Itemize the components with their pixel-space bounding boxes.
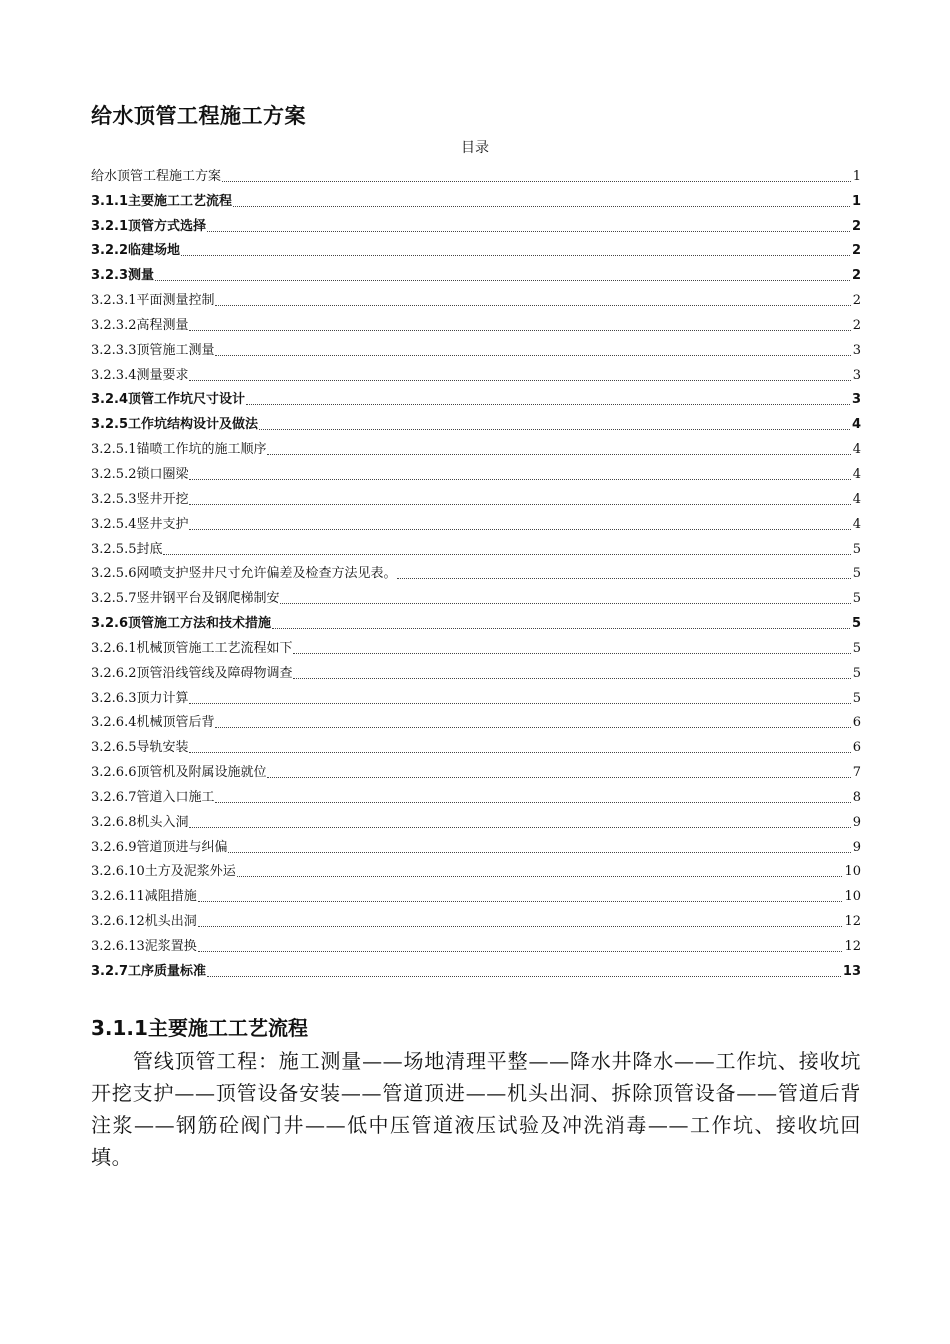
toc-entry[interactable] [91, 359, 861, 384]
toc-entry[interactable] [91, 408, 861, 433]
toc-entry[interactable] [91, 458, 861, 483]
toc-entry[interactable] [91, 210, 861, 235]
toc-leader-dots [189, 379, 850, 381]
toc-entry-page-number: 5 [852, 640, 861, 656]
toc-leader-dots [267, 453, 850, 455]
toc-entry-label: 3.2.3.2高程测量 [91, 317, 189, 333]
toc-leader-dots [189, 503, 850, 505]
toc-entry-label: 3.2.6.5导轨安装 [91, 740, 189, 756]
toc-entry[interactable] [91, 334, 861, 359]
toc-entry-label: 3.2.6.2顶管沿线管线及障碍物调查 [91, 665, 293, 681]
toc-entry-label: 3.1.1主要施工工艺流程 [91, 193, 233, 209]
toc-leader-dots [189, 329, 850, 331]
toc-entry-page-number: 5 [852, 541, 861, 557]
section-heading: 3.1.1主要施工工艺流程 [91, 1016, 308, 1040]
toc-entry-page-number: 1 [852, 168, 861, 184]
toc-entry-page-number: 2 [852, 293, 861, 309]
toc-entry-page-number: 5 [852, 566, 861, 582]
toc-entry[interactable] [91, 508, 861, 533]
toc-entry[interactable] [91, 607, 861, 632]
toc-entry-page-number: 3 [851, 392, 861, 408]
toc-leader-dots [293, 652, 850, 654]
toc-entry-label: 3.2.6.3顶力计算 [91, 690, 189, 706]
toc-entry[interactable] [91, 483, 861, 508]
toc-entry[interactable] [91, 756, 861, 781]
toc-entry-page-number: 4 [851, 417, 861, 433]
toc-entry[interactable] [91, 433, 861, 458]
toc-entry-page-number: 4 [852, 491, 861, 507]
toc-entry-page-number: 5 [851, 616, 861, 632]
toc-entry-label: 3.2.5.4竖井支护 [91, 516, 189, 532]
toc-leader-dots [222, 180, 851, 182]
toc-entry-label: 3.2.3.3顶管施工测量 [91, 342, 215, 358]
toc-entry-label: 3.2.6.1机械顶管施工工艺流程如下 [91, 640, 293, 656]
toc-entry[interactable] [91, 533, 861, 558]
toc-entry-label: 3.2.5工作坑结构设计及做法 [91, 417, 259, 433]
toc-entry-page-number: 3 [852, 367, 861, 383]
toc-leader-dots [233, 205, 850, 207]
toc-entry[interactable] [91, 284, 861, 309]
toc-entry-label: 3.2.5.6网喷支护竖井尺寸允许偏差及检查方法见表。 [91, 566, 397, 582]
toc-leader-dots [215, 354, 850, 356]
document-title: 给水顶管工程施工方案 [91, 104, 306, 128]
table-of-contents [91, 160, 861, 980]
toc-leader-dots [215, 801, 850, 803]
toc-entry-page-number: 6 [852, 715, 861, 731]
toc-entry[interactable] [91, 657, 861, 682]
toc-entry-label: 3.2.6.12机头出洞 [91, 914, 197, 930]
toc-entry[interactable] [91, 632, 861, 657]
toc-entry-label: 3.2.5.1锚喷工作坑的施工顺序 [91, 442, 267, 458]
toc-entry[interactable] [91, 558, 861, 583]
toc-entry-page-number: 1 [851, 193, 861, 209]
toc-entry[interactable] [91, 309, 861, 334]
toc-entry-page-number: 5 [852, 665, 861, 681]
toc-entry-label: 3.2.6.10土方及泥浆外运 [91, 864, 236, 880]
toc-entry-page-number: 7 [852, 765, 861, 781]
toc-leader-dots [207, 230, 850, 232]
toc-entry[interactable] [91, 905, 861, 930]
toc-heading: 目录 [461, 140, 489, 156]
toc-entry-label: 3.2.6.13泥浆置换 [91, 939, 197, 954]
toc-entry[interactable] [91, 880, 861, 905]
toc-entry-page-number: 4 [852, 442, 861, 458]
toc-entry[interactable] [91, 384, 861, 409]
toc-entry-label: 3.2.7工序质量标准 [91, 963, 207, 979]
toc-leader-dots [228, 851, 850, 853]
toc-entry[interactable] [91, 185, 861, 210]
toc-entry-page-number: 12 [844, 914, 861, 930]
toc-entry-label: 3.2.3.1平面测量控制 [91, 293, 215, 309]
toc-leader-dots [272, 627, 850, 629]
toc-entry-label: 3.2.3测量 [91, 268, 155, 284]
toc-entry-page-number: 2 [852, 317, 861, 333]
toc-leader-dots [198, 950, 843, 952]
toc-entry-label: 3.2.2临建场地 [91, 243, 181, 259]
toc-entry-page-number: 2 [851, 218, 861, 234]
toc-leader-dots [237, 875, 843, 877]
toc-leader-dots [189, 478, 850, 480]
toc-entry[interactable] [91, 160, 861, 185]
toc-entry[interactable] [91, 582, 861, 607]
toc-entry-page-number: 2 [851, 243, 861, 259]
toc-entry-page-number: 2 [851, 268, 861, 284]
toc-entry[interactable] [91, 831, 861, 856]
toc-leader-dots [259, 428, 850, 430]
toc-entry-label: 3.2.6.9管道顶进与纠偏 [91, 839, 228, 855]
toc-entry-page-number: 4 [852, 516, 861, 532]
toc-entry-label: 3.2.5.2锁口圈梁 [91, 466, 189, 482]
toc-leader-dots [267, 776, 850, 778]
toc-entry-page-number: 5 [852, 690, 861, 706]
toc-entry-page-number: 13 [842, 963, 861, 979]
toc-leader-dots [189, 528, 850, 530]
toc-entry-page-number: 8 [852, 789, 861, 805]
toc-leader-dots [198, 900, 843, 902]
toc-entry[interactable] [91, 259, 861, 284]
toc-entry-page-number: 3 [852, 342, 861, 358]
toc-entry-page-number: 9 [852, 814, 861, 830]
toc-entry-label: 3.2.5.3竖井开挖 [91, 491, 189, 507]
toc-leader-dots [181, 254, 850, 256]
toc-entry[interactable] [91, 731, 861, 756]
toc-entry[interactable] [91, 682, 861, 707]
toc-entry-page-number: 10 [844, 889, 861, 905]
toc-leader-dots [155, 279, 850, 281]
toc-leader-dots [215, 726, 850, 728]
toc-entry[interactable] [91, 781, 861, 806]
toc-entry-label: 3.2.6顶管施工方法和技术措施 [91, 616, 272, 632]
toc-leader-dots [163, 553, 850, 555]
toc-entry-label: 3.2.6.11减阻措施 [91, 889, 197, 905]
toc-leader-dots [215, 304, 850, 306]
toc-entry-page-number: 12 [844, 939, 861, 954]
toc-entry-label: 3.2.5.5封底 [91, 541, 163, 557]
toc-entry[interactable] [91, 235, 861, 260]
toc-entry[interactable] [91, 930, 861, 955]
toc-leader-dots [198, 925, 843, 927]
toc-leader-dots [207, 975, 841, 977]
toc-entry-label: 3.2.3.4测量要求 [91, 367, 189, 383]
toc-entry-label: 3.2.6.7管道入口施工 [91, 789, 215, 805]
toc-entry[interactable] [91, 707, 861, 732]
toc-entry-label: 3.2.6.4机械顶管后背 [91, 715, 215, 731]
toc-leader-dots [189, 826, 850, 828]
toc-leader-dots [280, 602, 850, 604]
toc-entry-page-number: 4 [852, 466, 861, 482]
toc-entry-label: 3.2.6.8机头入洞 [91, 814, 189, 830]
toc-entry-label: 给水顶管工程施工方案 [91, 168, 222, 184]
body-paragraph: 管线顶管工程：施工测量——场地清理平整——降水井降水——工作坑、接收坑开挖支护——顶管设备安装——管道顶进——机头出洞、拆除顶管设备——管道后背注浆——钢筋砼阀门井——低中压管道液压试验及冲洗消毒——工作坑、接收坑回填。 [91, 1049, 861, 1169]
toc-entry-page-number: 10 [844, 864, 861, 880]
toc-entry[interactable] [91, 806, 861, 831]
toc-leader-dots [246, 403, 850, 405]
toc-entry-page-number: 5 [852, 591, 861, 607]
toc-entry-label: 3.2.6.6顶管机及附属设施就位 [91, 765, 267, 781]
toc-leader-dots [189, 702, 850, 704]
toc-leader-dots [293, 677, 850, 679]
toc-entry-label: 3.2.4顶管工作坑尺寸设计 [91, 392, 246, 408]
toc-leader-dots [397, 577, 850, 579]
toc-entry-label: 3.2.5.7竖井钢平台及钢爬梯制安 [91, 591, 280, 607]
toc-entry-page-number: 6 [852, 740, 861, 756]
toc-entry-label: 3.2.1顶管方式选择 [91, 218, 207, 234]
toc-entry[interactable] [91, 856, 861, 881]
toc-leader-dots [189, 751, 850, 753]
toc-entry[interactable] [91, 955, 861, 980]
toc-entry-page-number: 9 [852, 839, 861, 855]
